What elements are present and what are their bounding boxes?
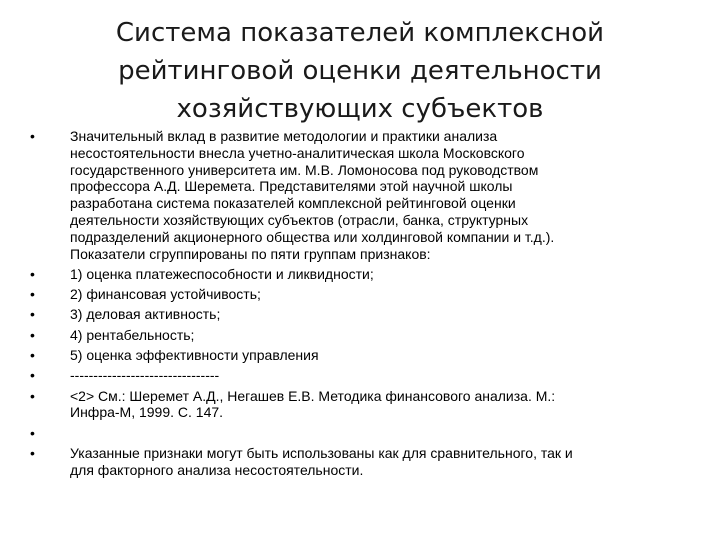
bullet-text-line: • Значительный вклад в развитие методологии и практики анализа bbox=[70, 128, 498, 144]
bullet-item-intro bbox=[30, 128, 700, 262]
bullet-item-group-5 bbox=[30, 347, 700, 364]
bullet-text-line: • 3) деловая активность; bbox=[70, 306, 221, 323]
bullet-item-group-4 bbox=[30, 327, 700, 344]
bullet-item-conclusion bbox=[30, 445, 700, 479]
separator-line: • -------------------------------- bbox=[70, 367, 220, 384]
bullet-text-line: • Указанные признаки могут быть использованы как для сравнительного, так и bbox=[70, 445, 573, 462]
bullet-item-group-1 bbox=[30, 266, 700, 283]
footnote-line: Инфра-М, 1999. С. 147. bbox=[70, 404, 224, 421]
bullet-text-line: • 4) рентабельность; bbox=[70, 326, 195, 343]
bullet-text-line: профессора А.Д. Шеремета. Представителями этой научной школы bbox=[70, 178, 513, 195]
bullet-text-line: государственного университета им. М.В. Ломоносова под руководством bbox=[70, 161, 539, 178]
bullet-text-line: деятельности хозяйствующих субъектов (отрасли, банка, структурных bbox=[70, 211, 529, 228]
bullet-text-line: подразделений акционерного общества или холдинговой компании и т.д.). bbox=[70, 228, 555, 245]
bullet-item-footnote bbox=[30, 388, 700, 422]
bullet-item-empty bbox=[30, 425, 700, 442]
bullet-text-line: для факторного анализа несостоятельности. bbox=[70, 461, 364, 478]
bullet-text-line: несостоятельности внесла учетно-аналитическая школа Московского bbox=[70, 144, 525, 161]
slide-title-line: Система показателей комплексной bbox=[115, 18, 605, 48]
bullet-text-line: • 1) оценка платежеспособности и ликвидности; bbox=[70, 265, 374, 282]
footnote-line: • <2> См.: Шеремет А.Д., Негашев Е.В. Методика финансового анализа. М.: bbox=[70, 387, 556, 404]
bullet-item-group-2 bbox=[30, 286, 700, 303]
bullet-item-separator bbox=[30, 367, 700, 384]
bullet-text-line: • 2) финансовая устойчивость; bbox=[70, 286, 261, 303]
bullet-text-line: Показатели сгруппированы по пяти группам признаков: bbox=[70, 245, 431, 262]
bullet-item-group-3 bbox=[30, 306, 700, 323]
slide-title bbox=[60, 14, 660, 128]
bullet-list bbox=[30, 128, 700, 482]
bullet-text-line: • 5) оценка эффективности управления bbox=[70, 347, 319, 364]
slide-title-line: хозяйствующих субъектов bbox=[176, 94, 544, 124]
slide-title-line: рейтинговой оценки деятельности bbox=[118, 56, 602, 86]
bullet-text-line: разработана система показателей комплексной рейтинговой оценки bbox=[70, 195, 516, 212]
